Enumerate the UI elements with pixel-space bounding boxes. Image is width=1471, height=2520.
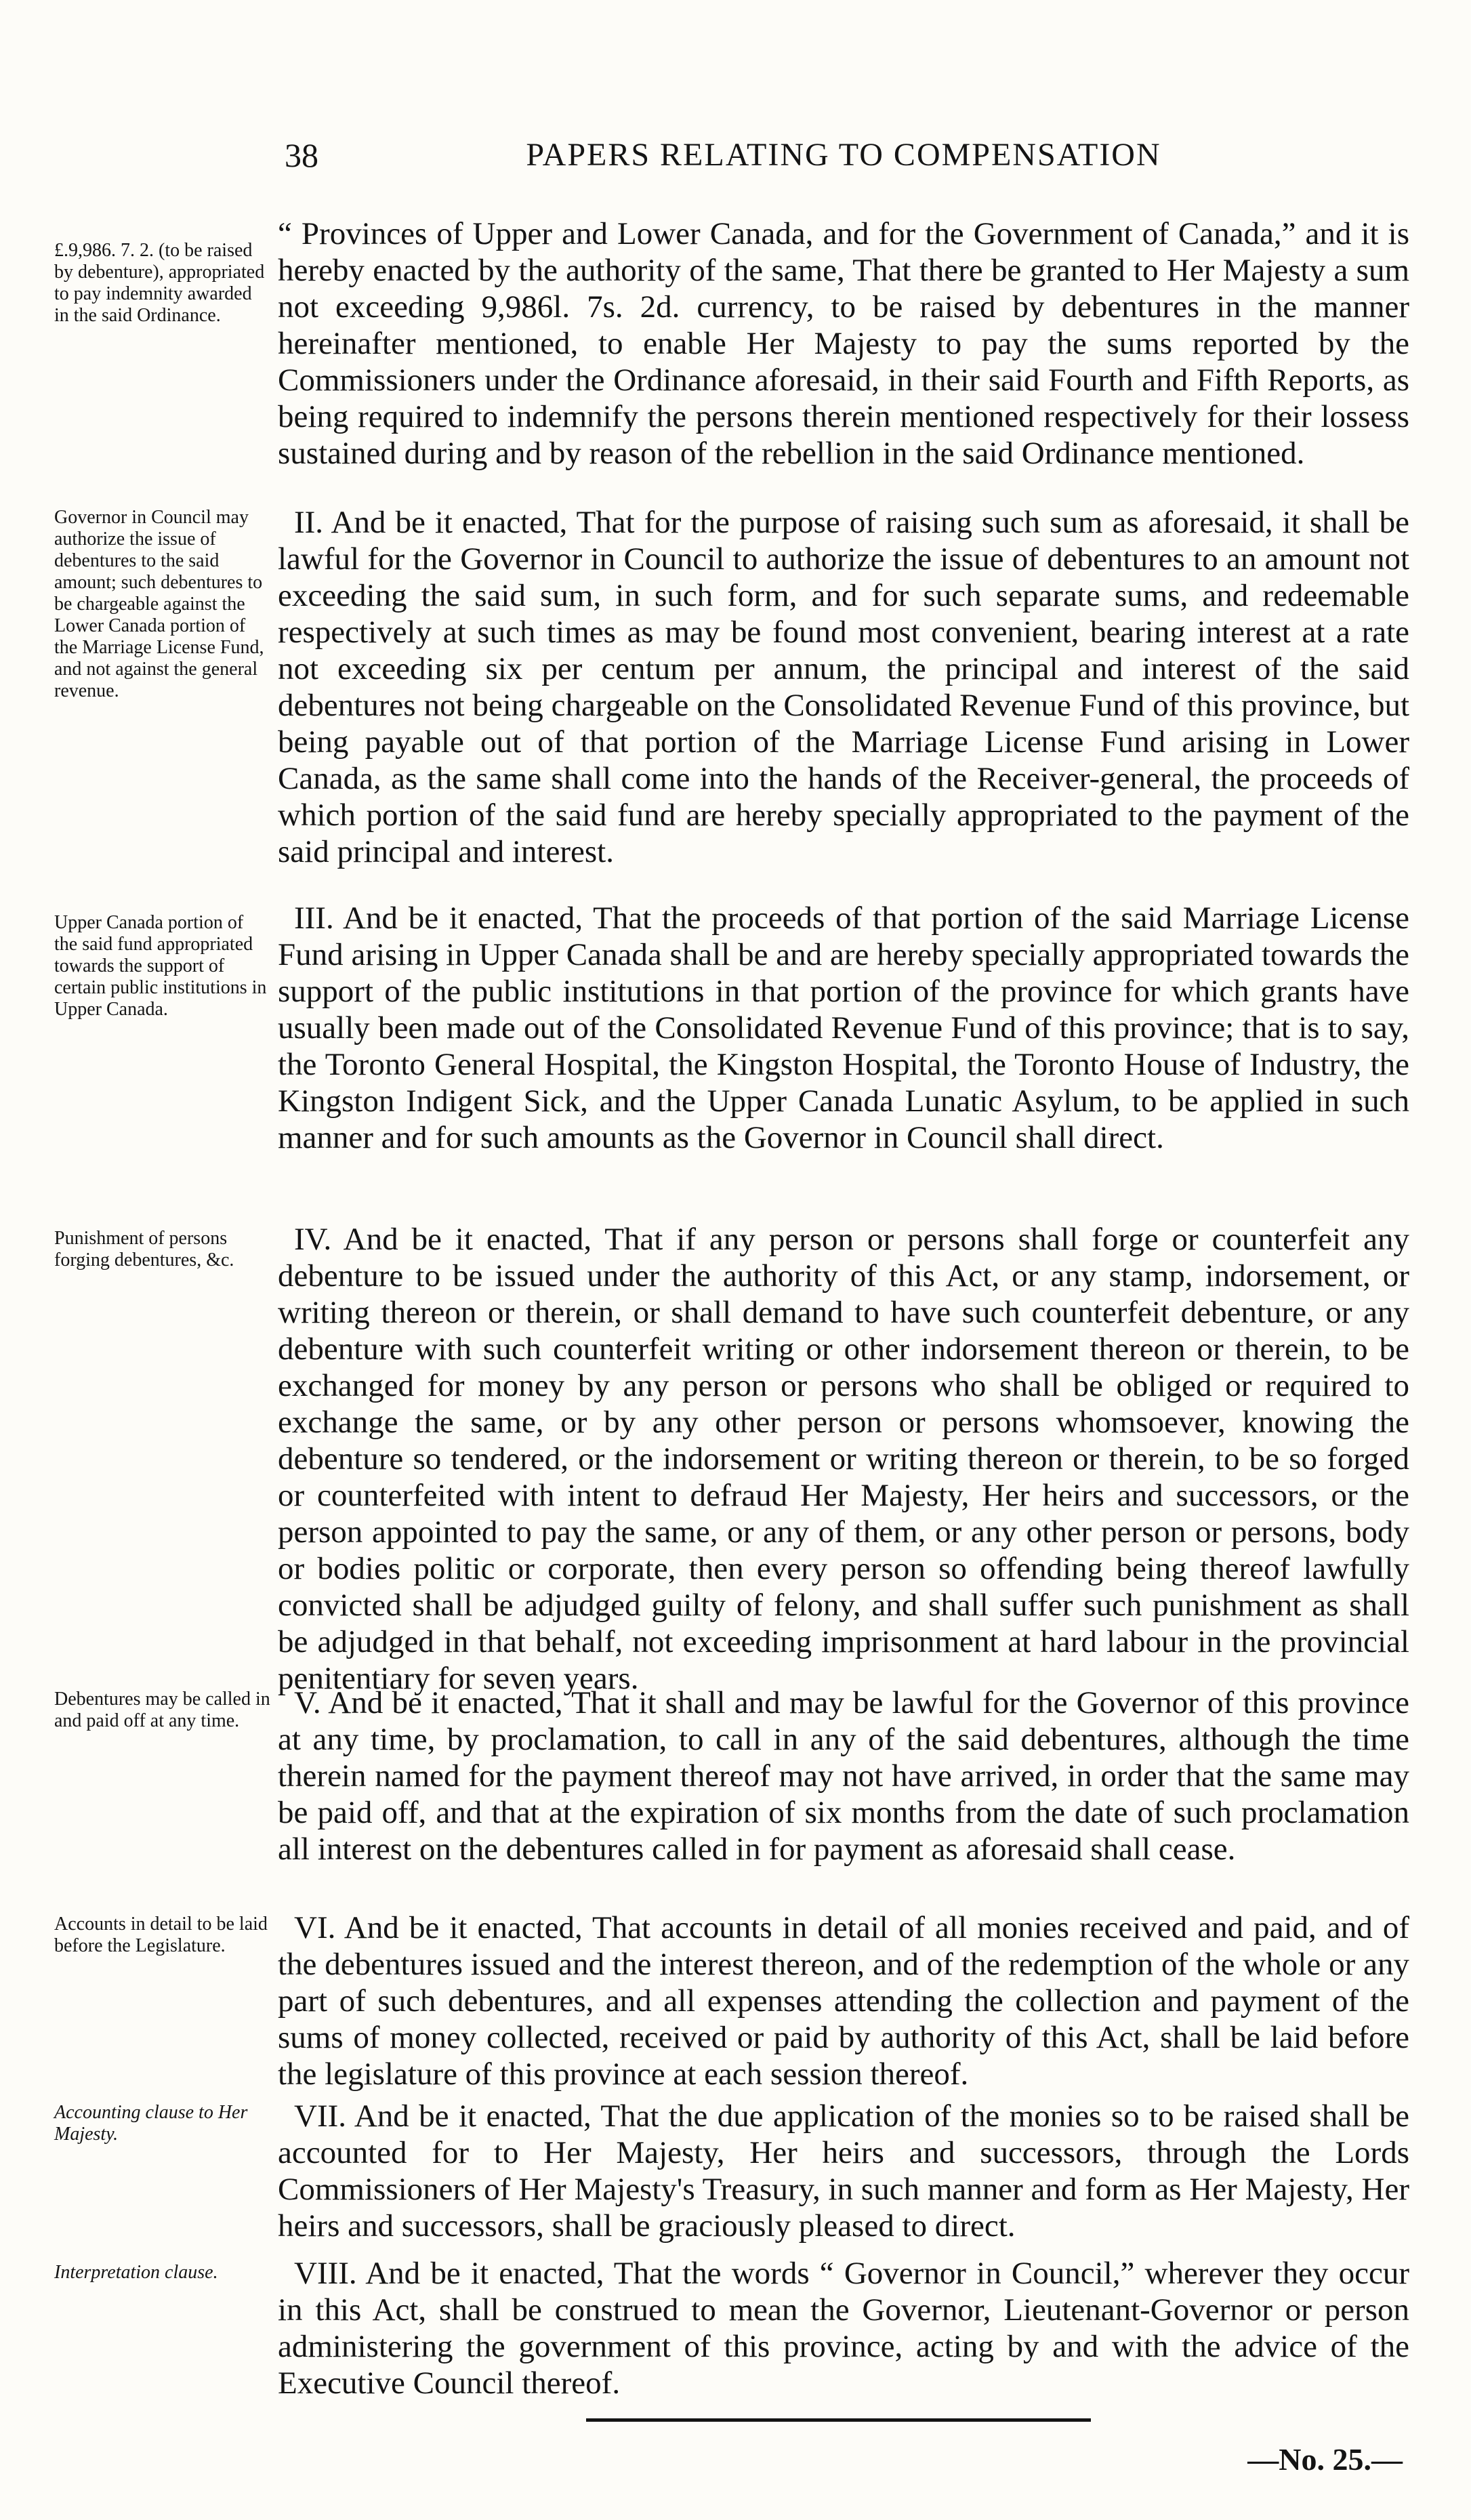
section-text: II. And be it enacted, That for the purpose of raising such sum as aforesaid, it shall be lawful for the Governor in Council to authorize the issue of debentures to an amount not exceeding the said sum, in such form, and for such separate sums, and redeemable respectively at such times as may be found most convenient, bearing interest at a rate not exceeding six per centum per annum, the principal and interest of the said debentures not being chargeable on the Consolidated Revenue Fund of this province, but being payable out of that portion of the Marriage License Fund arising in Lower Canada, as the same shall come into the hands of the Receiver-general, the proceeds of which portion of the said fund are hereby specially appropriated to the payment of the said principal and interest. — [278, 505, 1409, 869]
page-number: 38 — [285, 136, 318, 174]
side-note: Accounting clause to Her Majesty. — [54, 2102, 248, 2145]
section-text: VI. And be it enacted, That accounts in detail of all monies received and paid, and of the debentures issued and the interest thereon, and of the redemption of the whole or any part of such debentures, and all expenses attending the collection and payment of the sums of money collected, received or paid by authority of this Act, shall be laid before the legislature of this province at each session thereof. — [278, 1910, 1409, 2092]
side-note: Interpretation clause. — [54, 2262, 218, 2283]
section-text: IV. And be it enacted, That if any person or persons shall forge or counterfeit any debenture to be issued under the authority of this Act, or any stamp, indorsement, or writing thereon or therein, or shall demand to have such counterfeit debenture, or any debenture with such counterfeit writing or other indorsement thereon or therein, to be exchanged for money by any person or persons who shall be obliged or required to exchange the same, or by any other person or persons whomsoever, knowing the debenture so tendered, or the indorsement or writing thereon or therein, to be so forged or counterfeited with intent to defraud Her Majesty, Her heirs and successors, or the person appointed to pay the same, or any of them, or any other person or persons, body or bodies politic or corporate, then every person so offending being thereof lawfully convicted shall be adjudged guilty of felony, and shall suffer such punishment as shall be adjudged in that behalf, not exceeding imprisonment at hard labour in the provincial penitentiary for seven years. — [278, 1222, 1409, 1696]
side-note: Accounts in detail to be laid before the Legislature. — [54, 1914, 268, 1956]
side-note: Debentures may be called in and paid off at any time. — [54, 1689, 270, 1731]
side-note: Upper Canada portion of the said fund appropriated towards the support of certain public institutions in Upper Canada. — [54, 912, 267, 1020]
section-text: “ Provinces of Upper and Lower Canada, and for the Government of Canada,” and it is hereby enacted by the authority of the same, That there be granted to Her Majesty a sum not exceeding 9,986l. 7s. 2d. currency, to be raised by debentures in the manner hereinafter mentioned, to enable Her Majesty to pay the sums reported by the Commissioners under the Ordinance aforesaid, in their said Fourth and Fifth Reports, as being required to indemnify the persons therein mentioned respectively for their lossess sustained during and by reason of the rebellion in the said Ordinance mentioned. — [278, 216, 1409, 471]
catch-word: —No. 25.— — [1247, 2442, 1403, 2477]
side-note: £.9,986. 7. 2. (to be raised by debenture), appropriated to pay indemnity awarded in the said Ordinance. — [54, 240, 265, 326]
closing-rule — [586, 2418, 1091, 2422]
section-text: III. And be it enacted, That the proceeds of that portion of the said Marriage License Fund arising in Upper Canada shall be and are hereby specially appropriated towards the support of the public institutions in that portion of the province for which grants have usually been made out of the Consolidated Revenue Fund of this province; that is to say, the Toronto General Hospital, the Kingston Hospital, the Toronto House of Industry, the Kingston Indigent Sick, and the Upper Canada Lunatic Asylum, to be applied in such manner and for such amounts as the Governor in Council shall direct. — [278, 901, 1409, 1155]
section-text: VII. And be it enacted, That the due application of the monies so to be raised shall be accounted for to Her Majesty, Her heirs and successors, through the Lords Commissioners of Her Majesty's Treasury, in such manner and form as Her Majesty, Her heirs and successors, shall be graciously pleased to direct. — [278, 2099, 1409, 2244]
section-text: V. And be it enacted, That it shall and may be lawful for the Governor of this province at any time, by proclamation, to call in any of the said debentures, although the time therein named for the payment thereof may not have arrived, in order that the same may be paid off, and that at the expiration of six months from the date of such proclamation all interest on the debentures called in for payment as aforesaid shall cease. — [278, 1685, 1409, 1867]
running-head — [278, 133, 1409, 178]
section-text: VIII. And be it enacted, That the words “ Governor in Council,” wherever they occur in this Act, shall be construed to mean the Governor, Lieutenant-Governor or person administering the government of this province, acting by and with the advice of the Executive Council thereof. — [278, 2256, 1409, 2401]
side-note: Punishment of persons forging debentures, &c. — [54, 1228, 234, 1271]
side-note: Governor in Council may authorize the issue of debentures to the said amount; such debentures to be chargeable against the Lower Canada portion of the Marriage License Fund, and not against the general revenue. — [54, 507, 264, 701]
running-title: PAPERS RELATING TO COMPENSATION — [526, 137, 1161, 173]
